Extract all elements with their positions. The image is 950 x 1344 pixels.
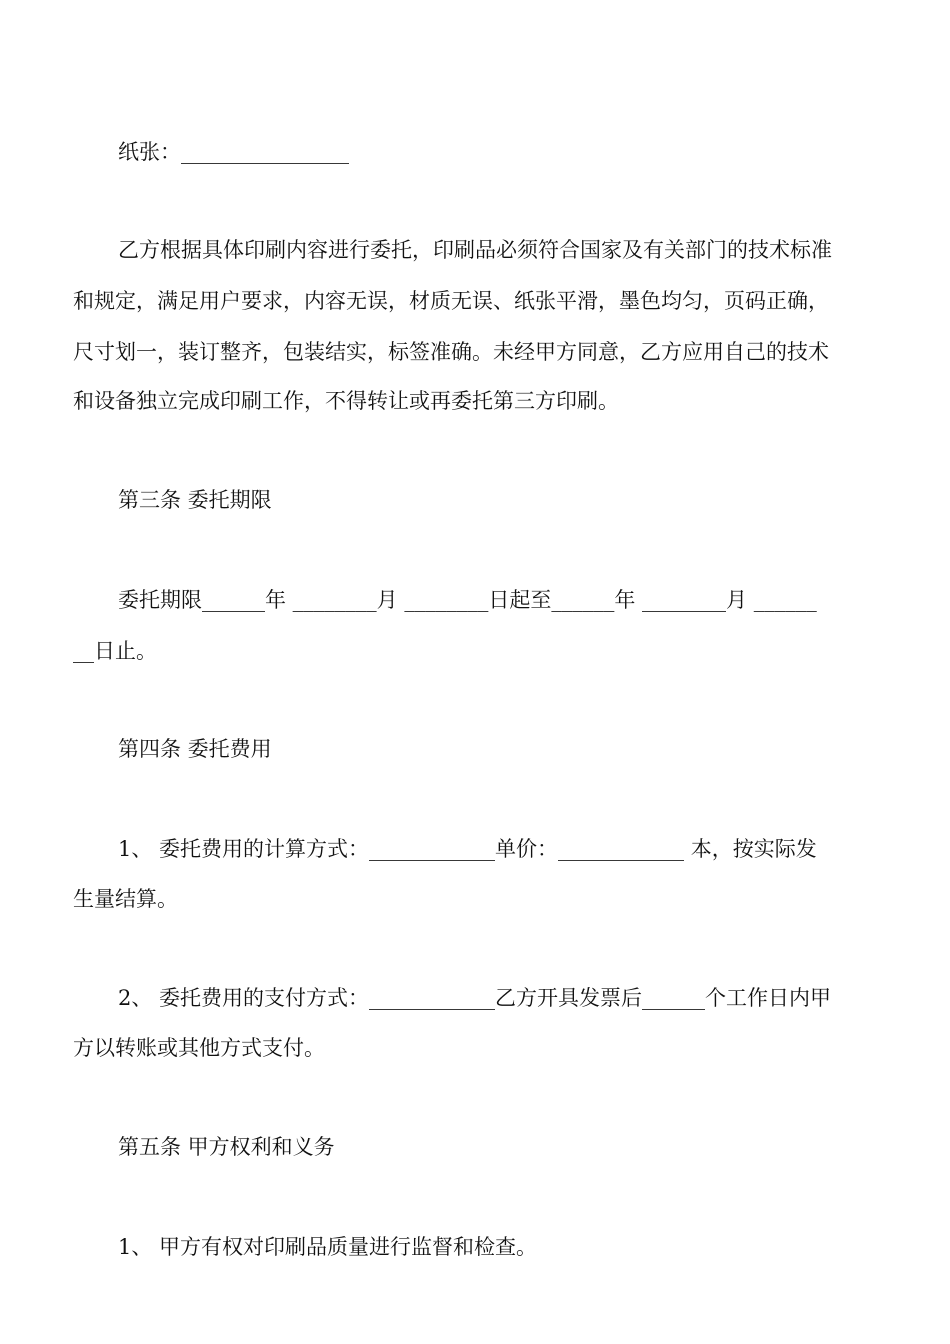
term-line-2: __日止。	[73, 639, 157, 663]
quality-paragraph-line-3: 尺寸划一，装订整齐，包装结实，标签准确。未经甲方同意，乙方应用自己的技术	[73, 340, 829, 364]
fee-item-1-line-2: 生量结算。	[73, 887, 178, 911]
quality-paragraph-line-4: 和设备独立完成印刷工作，不得转让或再委托第三方印刷。	[73, 389, 619, 413]
fee-item-2-line-1: 2、 委托费用的支付方式：____________乙方开具发票后______个工作日内甲	[118, 986, 832, 1010]
quality-paragraph-line-1: 乙方根据具体印刷内容进行委托，印刷品必须符合国家及有关部门的技术标准	[118, 238, 832, 262]
fee-item-1-line-1: 1、 委托费用的计算方式：____________单价：____________ 本，按实际发	[118, 837, 817, 861]
quality-paragraph-line-2: 和规定，满足用户要求，内容无误，材质无误、纸张平滑，墨色均匀，页码正确，	[73, 289, 829, 313]
paper-line: 纸张：________________	[118, 140, 349, 164]
fee-item-2-line-2: 方以转账或其他方式支付。	[73, 1036, 325, 1060]
right-item-1: 1、 甲方有权对印刷品质量进行监督和检查。	[118, 1235, 538, 1259]
article-5-heading: 第五条 甲方权利和义务	[118, 1135, 335, 1159]
article-3-heading: 第三条 委托期限	[118, 488, 272, 512]
term-line-1: 委托期限______年 ________月 ________日起至______年 ________月 ______	[118, 588, 817, 612]
article-4-heading: 第四条 委托费用	[118, 737, 272, 761]
